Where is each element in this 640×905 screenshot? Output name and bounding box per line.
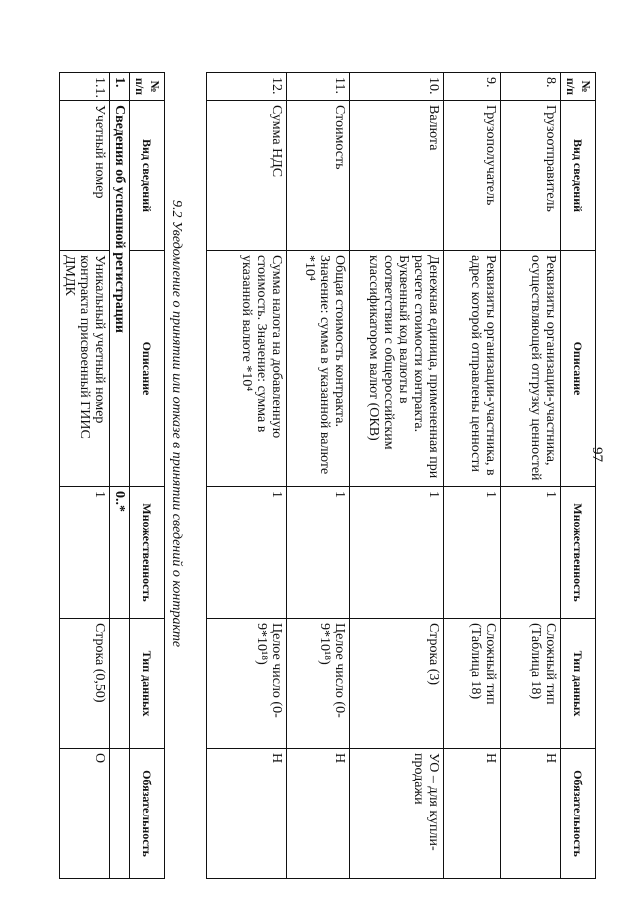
cell-num: 1.1. bbox=[60, 73, 110, 101]
cell-desc: Уникальный учетный номер контракта присвоенный ГИИС ДМДК bbox=[60, 251, 110, 487]
table-row bbox=[207, 73, 287, 879]
cell-req: Н bbox=[207, 749, 287, 879]
table-row bbox=[60, 73, 110, 879]
cell-num: 12. bbox=[207, 73, 287, 101]
table-row bbox=[350, 73, 444, 879]
cell-req: УО – для купли-продажи bbox=[350, 749, 444, 879]
cell-desc: Сумма налога на добавленную стоимость. Значение: сумма в указанной валюте *10⁴ bbox=[207, 251, 287, 487]
cell-num: 11. bbox=[287, 73, 350, 101]
header-mult: Множественность bbox=[561, 487, 596, 619]
header-desc: Описание bbox=[561, 251, 596, 487]
cell-kind: Грузополучатель bbox=[444, 101, 501, 251]
cell-desc: Денежная единица, примененная при расчете стоимости контракта. Буквенный код валюты в соответствии с общероссийским классификатором валют (ОКВ) bbox=[350, 251, 444, 487]
header-num: № п/п bbox=[130, 73, 165, 101]
cell-mult: 1 bbox=[207, 487, 287, 619]
section-mult: 0..* bbox=[110, 487, 130, 619]
cell-mult: 1 bbox=[287, 487, 350, 619]
cell-type: Строка (3) bbox=[350, 619, 444, 749]
cell-num: 10. bbox=[350, 73, 444, 101]
section-num: 1. bbox=[110, 73, 130, 101]
cell-desc: Реквизиты организации-участника, в адрес которой отправлены ценности bbox=[444, 251, 501, 487]
cell-mult: 1 bbox=[501, 487, 561, 619]
cell-mult: 1 bbox=[60, 487, 110, 619]
header-type: Тип данных bbox=[561, 619, 596, 749]
header-req: Обязательность bbox=[561, 749, 596, 879]
cell-kind: Грузоотправитель bbox=[501, 101, 561, 251]
header-kind: Вид сведений bbox=[561, 101, 596, 251]
header-kind: Вид сведений bbox=[130, 101, 165, 251]
cell-kind: Стоимость bbox=[287, 101, 350, 251]
cell-type: Сложный тип (Таблица 18) bbox=[501, 619, 561, 749]
cell-kind: Сумма НДС bbox=[207, 101, 287, 251]
header-req: Обязательность bbox=[130, 749, 165, 879]
section-caption: 9.2 Уведомление о принятии или отказе в принятии сведений о контракте bbox=[169, 200, 184, 648]
cell-kind: Валюта bbox=[350, 101, 444, 251]
cell-mult: 1 bbox=[350, 487, 444, 619]
cell-req: Н bbox=[287, 749, 350, 879]
cell-type: Сложный тип (Таблица 18) bbox=[444, 619, 501, 749]
cell-type: Строка (0,50) bbox=[60, 619, 110, 749]
cell-type: Целое число (0-9*10¹⁸) bbox=[287, 619, 350, 749]
table-row bbox=[287, 73, 350, 879]
cell-type: Целое число (0-9*10¹⁸) bbox=[207, 619, 287, 749]
table-header-row bbox=[561, 73, 596, 879]
cell-desc: Общая стоимость контракта. Значение: сумма в указанной валюте *10⁴ bbox=[287, 251, 350, 487]
header-type: Тип данных bbox=[130, 619, 165, 749]
header-num: № п/п bbox=[561, 73, 596, 101]
table-contract-fields bbox=[206, 72, 596, 879]
cell-req: О bbox=[60, 749, 110, 879]
cell-req: Н bbox=[444, 749, 501, 879]
table-notification-fields bbox=[59, 72, 165, 879]
cell-req: Н bbox=[501, 749, 561, 879]
table-row bbox=[501, 73, 561, 879]
page-number: 97 bbox=[589, 447, 605, 462]
cell-num: 8. bbox=[501, 73, 561, 101]
table-header-row bbox=[130, 73, 165, 879]
header-mult: Множественность bbox=[130, 487, 165, 619]
header-desc: Описание bbox=[130, 251, 165, 487]
section-row bbox=[110, 73, 130, 879]
cell-desc: Реквизиты организации-участника, осуществляющей отгрузку ценностей bbox=[501, 251, 561, 487]
cell-num: 9. bbox=[444, 73, 501, 101]
cell-kind: Учетный номер bbox=[60, 101, 110, 251]
section-title: Сведения об успешной регистрации bbox=[110, 101, 130, 487]
table-row bbox=[444, 73, 501, 879]
cell-mult: 1 bbox=[444, 487, 501, 619]
